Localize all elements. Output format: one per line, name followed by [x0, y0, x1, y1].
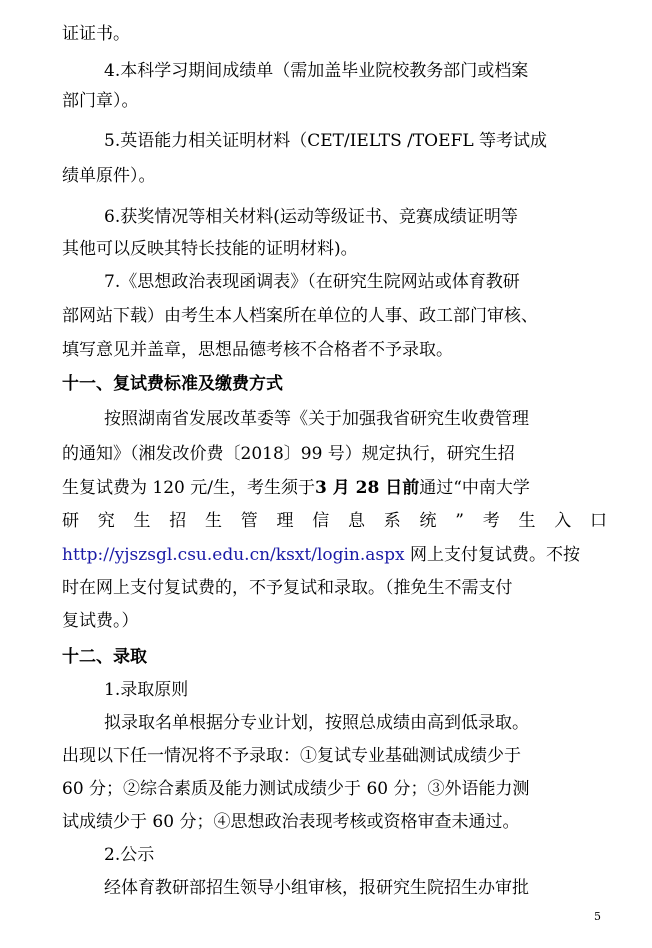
fee-paragraph-line-1: 按照湖南省发展改革委等《关于加强我省研究生收费管理 — [104, 409, 529, 429]
item-6-line-1: 6.获奖情况等相关材料(运动等级证书、竞赛成绩证明等 — [104, 207, 518, 227]
fee-paragraph-line-3 — [62, 476, 607, 500]
subsection-admission-principle: 1.录取原则 — [104, 680, 189, 700]
fee-text-after: 通过“中南大学 — [419, 478, 530, 498]
subsection-publicity: 2.公示 — [104, 845, 155, 865]
item-5-line-1: 5.英语能力相关证明材料（CET/IELTS /TOEFL 等考试成 — [104, 131, 548, 151]
fee-paragraph-line-5 — [62, 543, 607, 567]
section-12-heading: 十二、录取 — [62, 647, 147, 667]
item-6-line-2: 其他可以反映其特长技能的证明材料)。 — [62, 239, 358, 259]
item-7-line-1: 7.《思想政治表现函调表》（在研究生院网站或体育教研 — [104, 272, 520, 292]
item-4-line-1: 4.本科学习期间成绩单（需加盖毕业院校教务部门或档案 — [104, 61, 529, 81]
item-7-line-2: 部网站下载）由考生本人档案所在单位的人事、政工部门审核、 — [62, 306, 538, 326]
payment-text: 网上支付复试费。不按 — [404, 545, 581, 565]
fee-paragraph-line-6: 时在网上支付复试费的，不予复试和录取。（推免生不需支付 — [62, 578, 513, 598]
fee-paragraph-line-7: 复试费。） — [62, 611, 139, 631]
admission-paragraph-line-3: 60 分；②综合素质及能力测试成绩少于 60 分；③外语能力测 — [62, 779, 530, 799]
page-number: 5 — [594, 910, 601, 923]
fee-paragraph-line-2: 的通知》（湘发改价费〔2018〕99 号）规定执行，研究生招 — [62, 444, 515, 464]
text-line-1: 证证书。 — [62, 24, 130, 44]
item-4-line-2: 部门章）。 — [62, 91, 139, 111]
item-7-line-3: 填写意见并盖章，思想品德考核不合格者不予录取。 — [62, 340, 453, 360]
section-11-heading: 十一、复试费标准及缴费方式 — [62, 374, 283, 394]
publicity-paragraph-line-1: 经体育教研部招生领导小组审核，报研究生院招生办审批 — [104, 878, 529, 898]
deadline-date: 3 月 28 日前 — [314, 478, 420, 498]
payment-link[interactable]: http://yjszsgl.csu.edu.cn/ksxt/login.aspx — [62, 545, 405, 565]
system-name-line: 研究生招生管理信息系统”考生入口 — [62, 511, 607, 531]
admission-paragraph-line-1: 拟录取名单根据分专业计划，按照总成绩由高到低录取。 — [104, 713, 529, 733]
admission-paragraph-line-4: 试成绩少于 60 分；④思想政治表现考核或资格审查未通过。 — [62, 812, 520, 832]
fee-text: 生复试费为 120 元/生，考生须于 — [62, 478, 315, 498]
item-5-line-2: 绩单原件）。 — [62, 166, 156, 186]
admission-paragraph-line-2: 出现以下任一情况将不予录取：①复试专业基础测试成绩少于 — [62, 746, 521, 766]
